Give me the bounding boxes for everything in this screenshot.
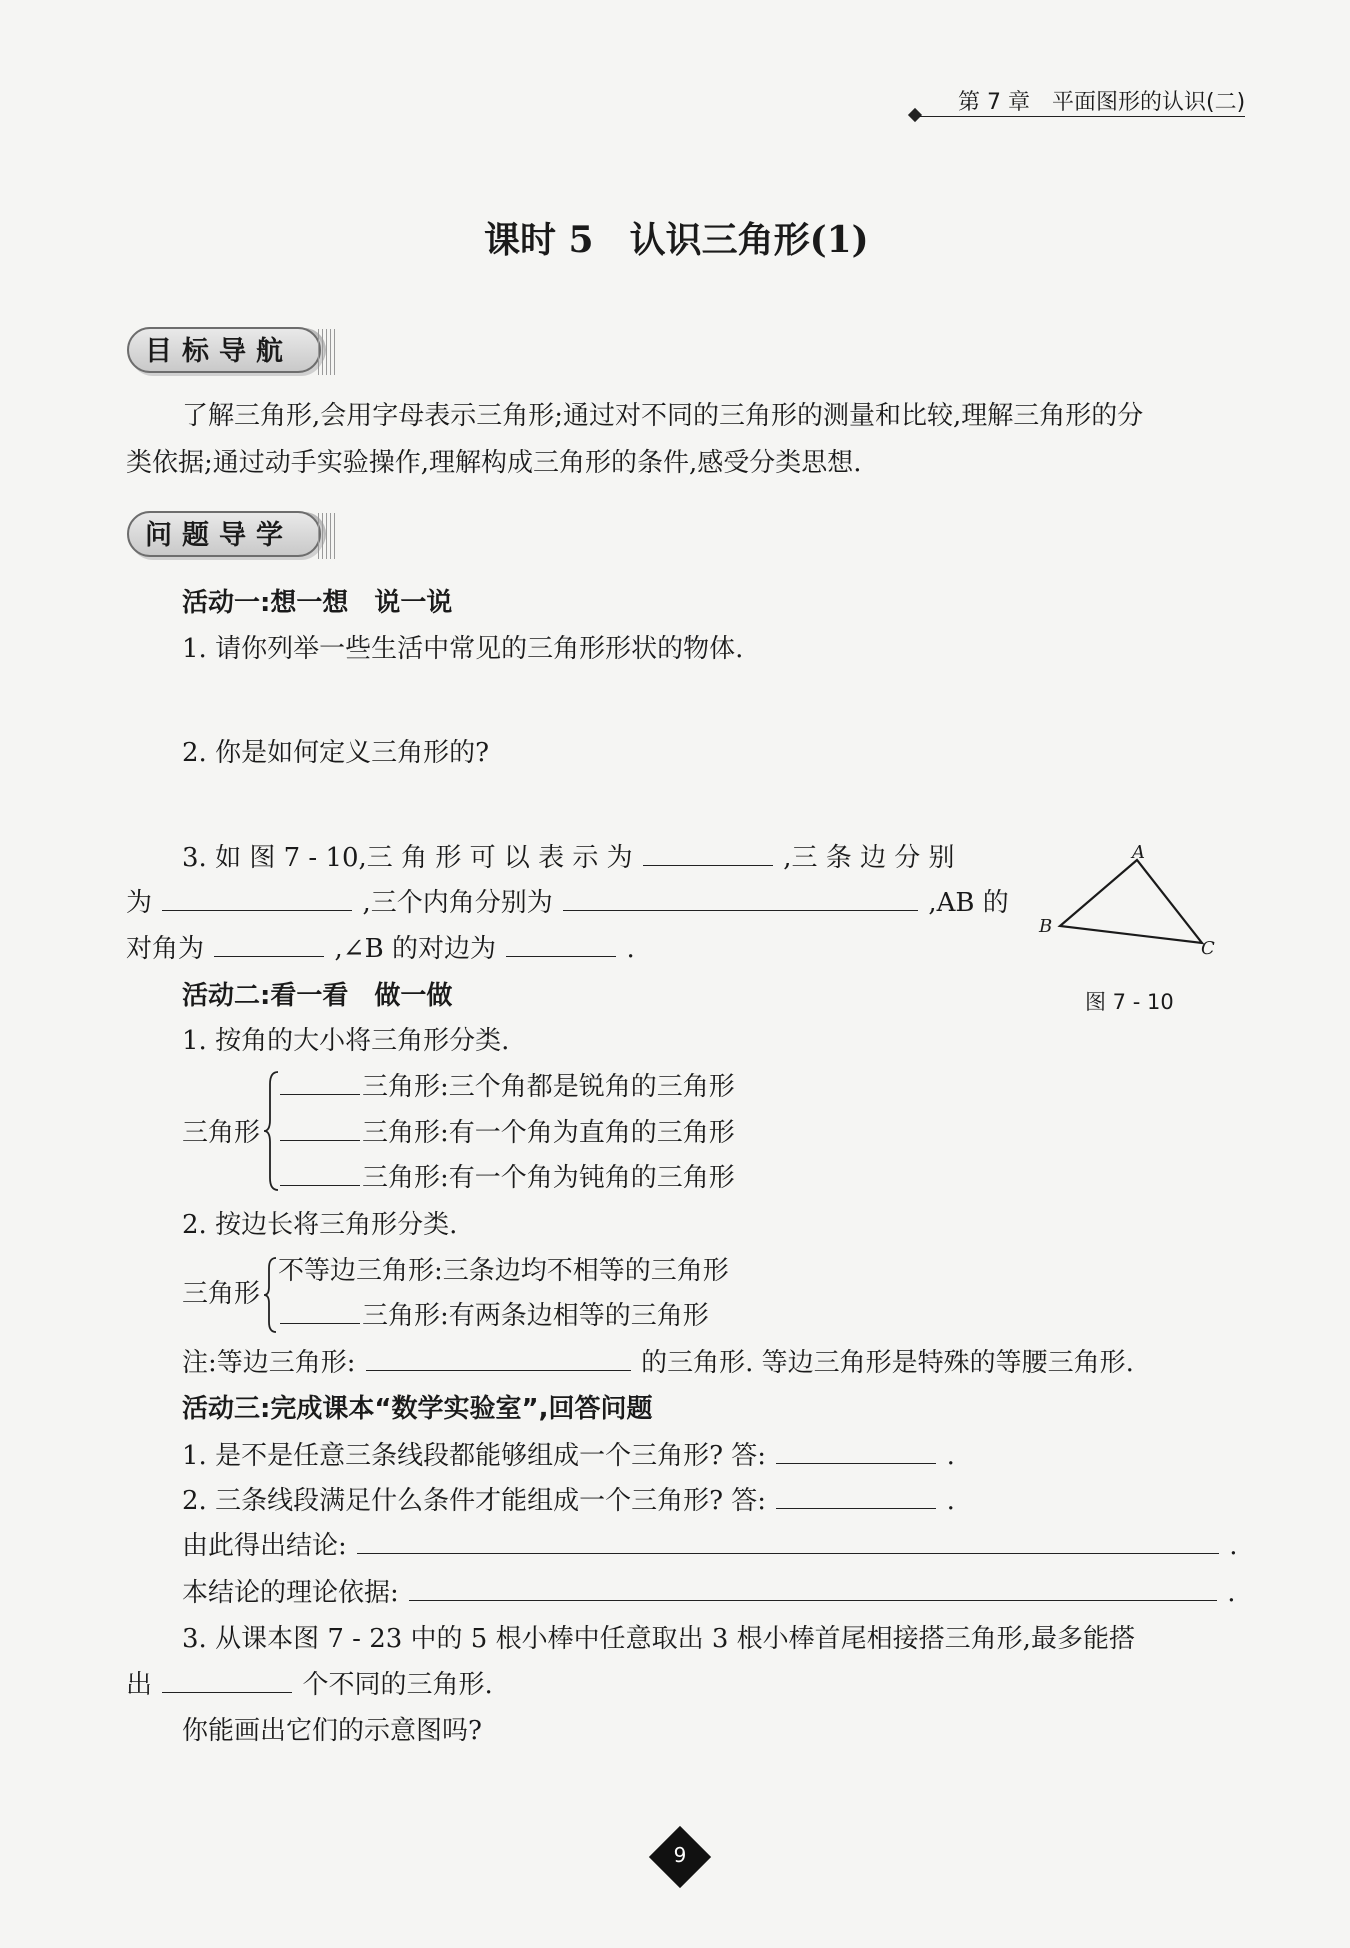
conclusion-blank[interactable] — [357, 1552, 1219, 1554]
opposite-side-blank[interactable] — [506, 955, 616, 957]
angle-item-right-text: 三角形:有一个角为直角的三角形 — [362, 1118, 735, 1148]
note-text-a: 注:等边三角形: — [182, 1348, 356, 1378]
activity3-q1-text: 1. 是不是任意三条线段都能够组成一个三角形? 答: — [182, 1441, 767, 1471]
q3-text-e: ,AB 的 — [928, 888, 1009, 918]
vertex-label-a: A — [1132, 842, 1145, 863]
activity2-title: 活动二:看一看 做一做 — [182, 981, 453, 1011]
angle-item-obtuse — [278, 1165, 735, 1191]
brace1-label: 三角形 — [182, 1118, 261, 1148]
q3-out-text-b: 个不同的三角形. — [302, 1670, 493, 1700]
brace2-label: 三角形 — [182, 1279, 261, 1309]
goals-para-line2: 类依据;通过动手实验操作,理解构成三角形的条件,感受分类思想. — [126, 448, 862, 478]
angle-item-acute — [278, 1074, 735, 1100]
chapter-header: 第 7 章 平面图形的认识(二) — [958, 90, 1246, 115]
activity2-q1: 1. 按角的大小将三角形分类. — [182, 1026, 510, 1056]
conclusion-line — [182, 1533, 1238, 1559]
acute-blank[interactable] — [280, 1093, 360, 1095]
opposite-angle-blank[interactable] — [214, 955, 324, 957]
activity3-q2-end: . — [946, 1486, 955, 1516]
activity3-q2-text: 2. 三条线段满足什么条件才能组成一个三角形? 答: — [182, 1486, 767, 1516]
basis-line — [182, 1580, 1236, 1606]
activity1-q3-line2 — [126, 890, 1009, 916]
conclusion-label: 由此得出结论: — [182, 1531, 347, 1561]
q3-out-text-a: 出 — [126, 1670, 153, 1700]
angle-item-right — [278, 1120, 735, 1146]
q3-text-f: 对角为 — [126, 934, 205, 964]
activity1-q3-line1 — [182, 845, 955, 871]
activity1-q1: 1. 请你列举一些生活中常见的三角形形状的物体. — [182, 634, 744, 664]
sides-blank[interactable] — [162, 909, 352, 911]
q3-text-c: 为 — [126, 888, 153, 918]
goals-para-line1: 了解三角形,会用字母表示三角形;通过对不同的三角形的测量和比较,理解三角形的分 — [182, 401, 1144, 431]
page-number: 9 — [673, 1843, 687, 1867]
conclusion-end: . — [1229, 1531, 1238, 1561]
brace2-icon — [262, 1256, 278, 1334]
activity1-title: 活动一:想一想 说一说 — [182, 588, 453, 618]
activity3-q1-end: . — [946, 1441, 955, 1471]
basis-end: . — [1227, 1578, 1236, 1608]
figure-caption: 图 7 - 10 — [1085, 990, 1174, 1014]
q3-text-g: ,∠B 的对边为 — [334, 934, 496, 964]
section-badge-goals — [127, 327, 321, 373]
activity3-title: 活动三:完成课本“数学实验室”,回答问题 — [182, 1394, 653, 1424]
page-title: 课时 5 认识三角形(1) — [484, 219, 869, 261]
angle-item-obtuse-text: 三角形:有一个角为钝角的三角形 — [362, 1163, 735, 1193]
activity3-q4: 你能画出它们的示意图吗? — [182, 1716, 482, 1746]
activity1-q3-line3 — [126, 936, 635, 962]
basis-label: 本结论的理论依据: — [182, 1578, 399, 1608]
triangle-abc — [1060, 860, 1202, 943]
isosceles-blank[interactable] — [280, 1322, 360, 1324]
equilateral-blank[interactable] — [366, 1369, 631, 1371]
basis-blank[interactable] — [409, 1599, 1217, 1601]
answer1-blank[interactable] — [776, 1462, 936, 1464]
activity3-q3-line2 — [126, 1672, 493, 1698]
activity1-q2: 2. 你是如何定义三角形的? — [182, 738, 490, 768]
side-item-isosceles-text: 三角形:有两条边相等的三角形 — [362, 1301, 709, 1331]
side-item-scalene: 不等边三角形:三条边均不相等的三角形 — [278, 1256, 729, 1286]
q3-text-b: ,三 条 边 分 别 — [783, 843, 955, 873]
obtuse-blank[interactable] — [280, 1184, 360, 1186]
q3-text-a: 3. 如 图 7 - 10,三 角 形 可 以 表 示 为 — [182, 843, 633, 873]
activity2-q2: 2. 按边长将三角形分类. — [182, 1210, 458, 1240]
header-rule — [920, 116, 1245, 117]
activity3-q3-line1: 3. 从课本图 7 - 23 中的 5 根小棒中任意取出 3 根小棒首尾相接搭三角形,最多能搭 — [182, 1624, 1135, 1654]
side-item-isosceles — [278, 1303, 709, 1329]
q3-text-d: ,三个内角分别为 — [362, 888, 553, 918]
activity3-q1 — [182, 1443, 955, 1469]
vertex-label-c: C — [1201, 938, 1215, 959]
section-badge-guide-label: 问题导学 — [145, 520, 293, 551]
vertex-label-b: B — [1039, 916, 1053, 937]
activity3-q2 — [182, 1488, 955, 1514]
count-blank[interactable] — [162, 1691, 292, 1693]
note-text-b: 的三角形. 等边三角形是特殊的等腰三角形. — [641, 1348, 1134, 1378]
angles-blank[interactable] — [563, 909, 918, 911]
section-badge-guide — [127, 511, 321, 557]
answer2-blank[interactable] — [776, 1507, 936, 1509]
triangle-figure — [1030, 835, 1230, 975]
badge-stripes — [318, 513, 336, 559]
badge-stripes — [318, 329, 336, 375]
header-diamond-icon — [908, 108, 922, 122]
section-badge-goals-label: 目标导航 — [145, 336, 293, 367]
triangle-name-blank[interactable] — [643, 864, 773, 866]
equilateral-note — [182, 1350, 1134, 1376]
angle-item-acute-text: 三角形:三个角都是锐角的三角形 — [362, 1072, 735, 1102]
right-blank[interactable] — [280, 1139, 360, 1141]
q3-text-h: . — [626, 934, 635, 964]
